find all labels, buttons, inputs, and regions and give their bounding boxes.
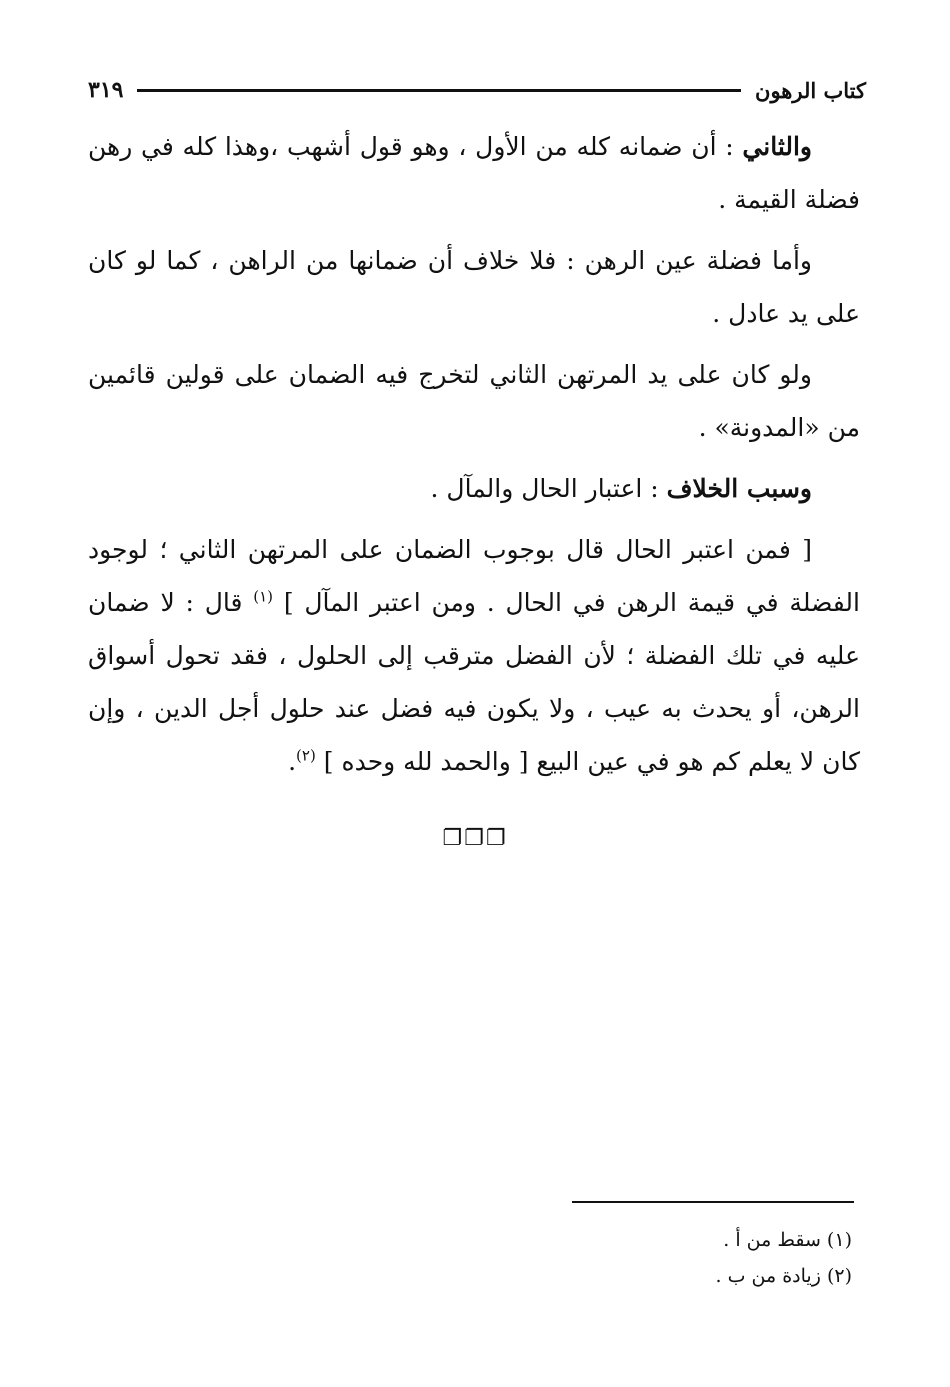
paragraph-text: : اعتبار الحال والمآل . — [430, 474, 667, 503]
paragraph-text-part-2: قال : لا ضمان عليه في تلك الفضلة ؛ لأن الفضل مترقب إلى الحلول ، فقد تحول أسواق الرهن، أو يحدث به عيب ، ولا يكون فيه فضل عند حلول أجل الدين ، وإن كان لا يعلم كم هو في عين البيع [ والحمد لله وحده ] — [88, 588, 860, 776]
footnote-1: (١) سقط من أ . — [723, 1229, 852, 1251]
footnote-ref-1: (١) — [253, 587, 274, 606]
page-number: ٣١٩ — [88, 77, 124, 103]
footnote-separator — [572, 1201, 854, 1203]
paragraph-lead: وسبب الخلاف — [666, 474, 812, 503]
footnote-ref-2: (٢) — [296, 746, 316, 765]
paragraph-text: ولو كان على يد المرتهن الثاني لتخرج فيه الضمان على قولين قائمين من «المدونة» . — [88, 360, 860, 442]
paragraph-text: وأما فضلة عين الرهن : فلا خلاف أن ضمانها من الراهن ، كما لو كان على يد عادل . — [88, 246, 860, 328]
main-text — [88, 120, 860, 796]
paragraph-text-part-3: . — [288, 747, 297, 776]
paragraph-5 — [88, 523, 860, 788]
paragraph-text-part-1: [ فمن اعتبر الحال قال بوجوب الضمان على المرتهن الثاني ؛ لوجود الفضلة في قيمة الرهن في الحال . ومن اعتبر المآل ] — [88, 535, 860, 617]
paragraph-text: : أن ضمانه كله من الأول ، وهو قول أشهب ،وهذا كله في رهن فضلة القيمة . — [88, 132, 860, 214]
header-rule — [137, 89, 741, 92]
paragraph-2 — [88, 234, 860, 340]
paragraph-4 — [88, 462, 860, 515]
running-header — [88, 70, 866, 110]
paragraph-lead: والثاني — [742, 132, 812, 161]
section-end-ornament: ❐❐❐ — [442, 826, 508, 851]
paragraph-3 — [88, 348, 860, 454]
paragraph-1 — [88, 120, 860, 226]
footnotes — [560, 1222, 852, 1294]
footnote-2: (٢) زيادة من ب . — [715, 1265, 852, 1287]
header-title: كتاب الرهون — [755, 77, 866, 103]
